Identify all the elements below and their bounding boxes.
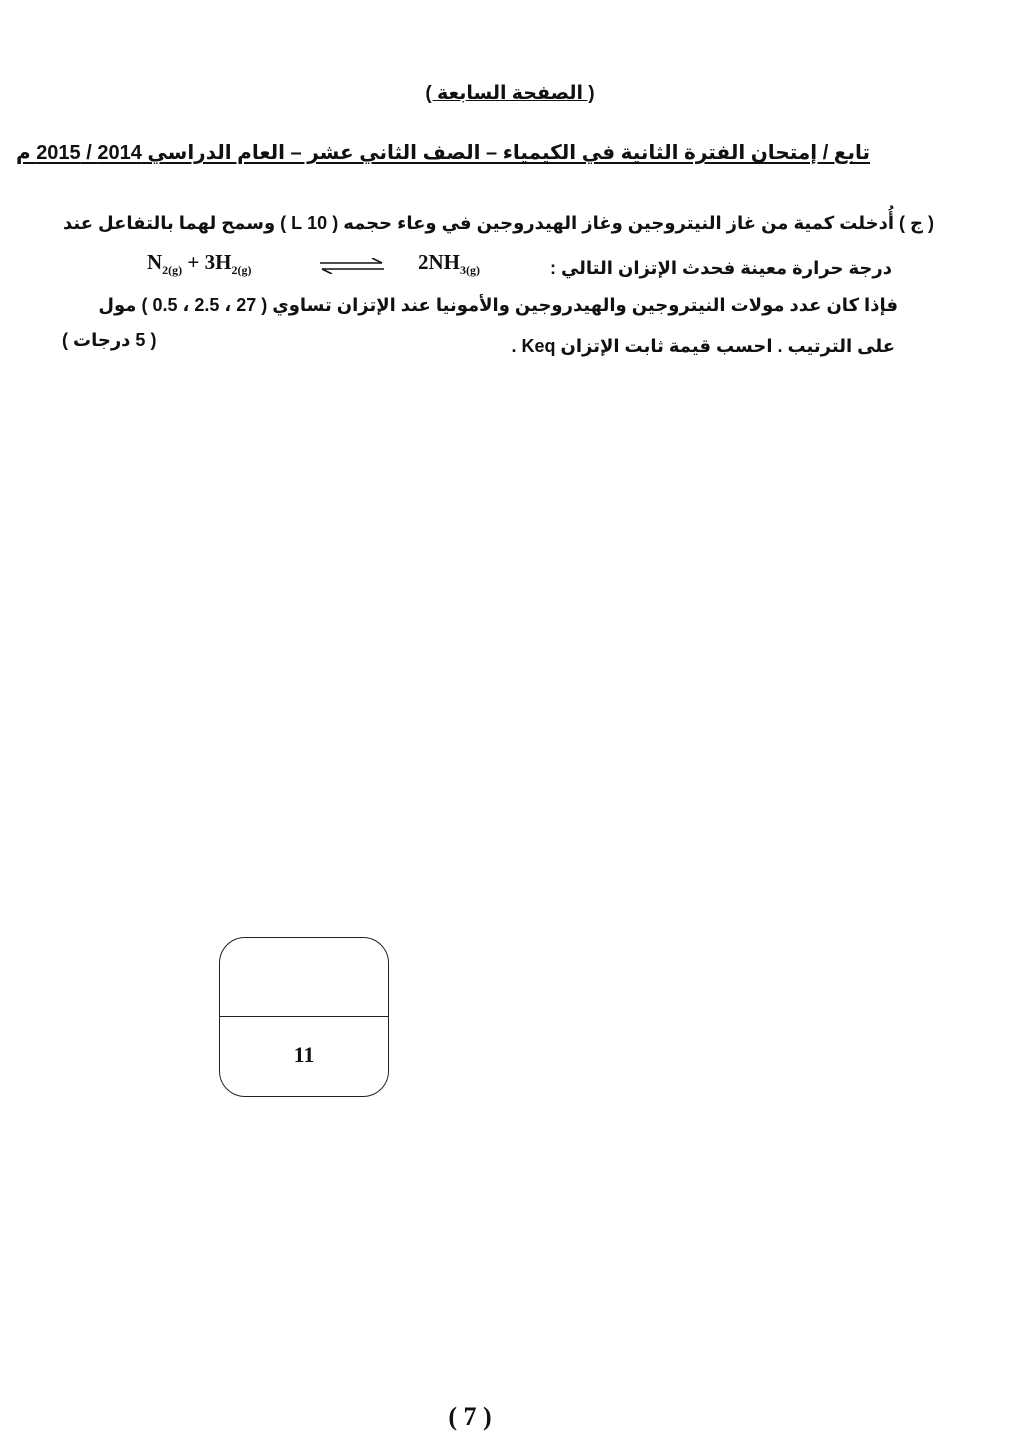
question-line-1: ( ج ) أُدخلت كمية من غاز النيتروجين وغاز الهيدروجين في وعاء حجمه ( 10 L ) وسمح لهما بالتفاعل عند <box>63 213 934 233</box>
question-line-2: درجة حرارة معينة فحدث الإتزان التالي : <box>549 258 892 278</box>
score-value: 11 <box>293 1042 315 1067</box>
score-box <box>219 937 389 1097</box>
question-line-3: فإذا كان عدد مولات النيتروجين والهيدروجين والأمونيا عند الإتزان تساوي ( 27 ، 2.5 ، 0.5 ) مول <box>98 295 898 315</box>
reactant-h2: + 3H <box>182 250 232 274</box>
product-nh3-sub: 3(g) <box>460 263 480 278</box>
page-title <box>0 82 1020 105</box>
exam-header <box>15 140 870 165</box>
equilibrium-arrow-icon <box>318 258 386 274</box>
exam-header-text: تابع / إمتحان الفترة الثانية في الكيمياء – الصف الثاني عشر – العام الدراسي 2014 / 2015 م <box>15 142 870 164</box>
reactant-h2-sub: 2(g) <box>231 263 252 278</box>
score-box-divider <box>220 1016 388 1017</box>
reactants <box>147 250 251 278</box>
reactant-n2: N <box>147 250 163 274</box>
product <box>418 250 480 278</box>
question-line-4: على الترتيب . احسب قيمة ثابت الإتزان Keq . <box>511 336 895 356</box>
marks-label: ( 5 درجات ) <box>62 330 157 350</box>
product-nh3: 2NH <box>418 250 460 274</box>
page-number: ( 7 ) <box>448 1402 492 1431</box>
reactant-n2-sub: 2(g) <box>162 263 183 278</box>
page-title-text: ( الصفحة السابعة ) <box>425 83 595 104</box>
